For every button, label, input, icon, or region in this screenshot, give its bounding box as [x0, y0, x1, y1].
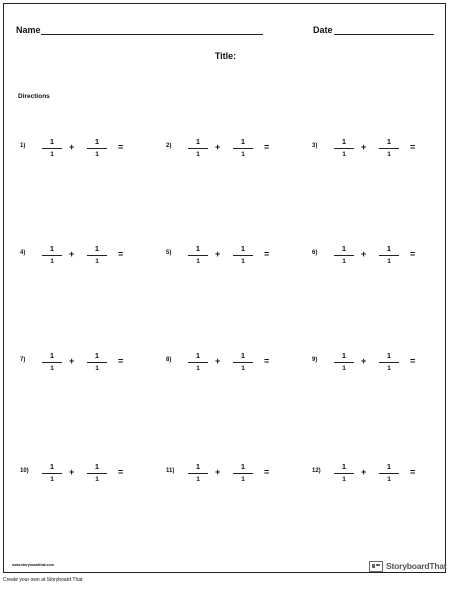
- logo-text: StoryboardThat: [386, 561, 447, 571]
- fraction-b: [233, 136, 253, 160]
- plus-sign: +: [69, 467, 75, 477]
- denominator: 1: [50, 365, 54, 372]
- plus-sign: +: [361, 142, 367, 152]
- denominator: 1: [342, 258, 346, 265]
- problem-3: [312, 136, 432, 162]
- problem-number: 9): [312, 357, 318, 363]
- problem-number: 3): [312, 143, 318, 149]
- denominator: 1: [342, 365, 346, 372]
- fraction-b: [87, 243, 107, 267]
- problem-4: [20, 243, 140, 269]
- fraction-b: [87, 350, 107, 374]
- fraction-a: [188, 243, 208, 267]
- numerator: 1: [94, 244, 100, 253]
- problem-number: 4): [20, 250, 26, 256]
- numerator: 1: [94, 351, 100, 360]
- problem-number: 12): [312, 468, 321, 474]
- numerator: 1: [386, 137, 392, 146]
- numerator: 1: [195, 462, 201, 471]
- problem-9: [312, 350, 432, 376]
- denominator: 1: [342, 476, 346, 483]
- directions-label: Directions: [18, 93, 50, 100]
- fraction-a: [188, 136, 208, 160]
- plus-sign: +: [69, 142, 75, 152]
- equals-sign: =: [410, 142, 416, 152]
- problem-number: 2): [166, 143, 172, 149]
- problem-12: [312, 461, 432, 487]
- numerator: 1: [195, 244, 201, 253]
- fraction-b: [379, 350, 399, 374]
- plus-sign: +: [361, 467, 367, 477]
- numerator: 1: [240, 462, 246, 471]
- denominator: 1: [387, 258, 391, 265]
- denominator: 1: [95, 258, 99, 265]
- denominator: 1: [196, 365, 200, 372]
- denominator: 1: [241, 258, 245, 265]
- numerator: 1: [341, 462, 347, 471]
- numerator: 1: [341, 244, 347, 253]
- problem-7: [20, 350, 140, 376]
- fraction-b: [87, 461, 107, 485]
- problem-2: [166, 136, 286, 162]
- problem-number: 5): [166, 250, 172, 256]
- problem-number: 6): [312, 250, 318, 256]
- date-line: [334, 34, 434, 35]
- equals-sign: =: [410, 467, 416, 477]
- plus-sign: +: [69, 356, 75, 366]
- numerator: 1: [240, 137, 246, 146]
- equals-sign: =: [118, 467, 124, 477]
- fraction-a: [42, 136, 62, 160]
- plus-sign: +: [361, 249, 367, 259]
- numerator: 1: [386, 462, 392, 471]
- fraction-a: [42, 243, 62, 267]
- denominator: 1: [196, 258, 200, 265]
- denominator: 1: [196, 476, 200, 483]
- fraction-a: [334, 136, 354, 160]
- equals-sign: =: [118, 249, 124, 259]
- date-label: Date: [313, 25, 333, 35]
- problem-1: [20, 136, 140, 162]
- equals-sign: =: [410, 249, 416, 259]
- fraction-a: [334, 461, 354, 485]
- fraction-b: [233, 461, 253, 485]
- problem-number: 10): [20, 468, 29, 474]
- denominator: 1: [387, 365, 391, 372]
- numerator: 1: [195, 137, 201, 146]
- problem-6: [312, 243, 432, 269]
- plus-sign: +: [361, 356, 367, 366]
- denominator: 1: [95, 476, 99, 483]
- numerator: 1: [386, 351, 392, 360]
- equals-sign: =: [118, 142, 124, 152]
- fraction-b: [87, 136, 107, 160]
- worksheet: [3, 3, 446, 573]
- numerator: 1: [386, 244, 392, 253]
- equals-sign: =: [264, 142, 270, 152]
- numerator: 1: [195, 351, 201, 360]
- denominator: 1: [241, 151, 245, 158]
- storyboardthat-logo: [369, 559, 446, 573]
- problem-10: [20, 461, 140, 487]
- fraction-a: [42, 350, 62, 374]
- denominator: 1: [95, 365, 99, 372]
- fraction-a: [42, 461, 62, 485]
- denominator: 1: [387, 476, 391, 483]
- equals-sign: =: [264, 356, 270, 366]
- fraction-a: [188, 350, 208, 374]
- numerator: 1: [240, 244, 246, 253]
- numerator: 1: [341, 351, 347, 360]
- equals-sign: =: [264, 249, 270, 259]
- problem-number: 1): [20, 143, 26, 149]
- numerator: 1: [49, 137, 55, 146]
- plus-sign: +: [215, 356, 221, 366]
- equals-sign: =: [118, 356, 124, 366]
- numerator: 1: [49, 351, 55, 360]
- problem-number: 8): [166, 357, 172, 363]
- numerator: 1: [94, 137, 100, 146]
- numerator: 1: [341, 137, 347, 146]
- fraction-a: [334, 350, 354, 374]
- plus-sign: +: [215, 467, 221, 477]
- storyboard-icon: [369, 561, 383, 572]
- problem-8: [166, 350, 286, 376]
- fraction-b: [233, 243, 253, 267]
- denominator: 1: [95, 151, 99, 158]
- denominator: 1: [50, 151, 54, 158]
- fraction-a: [334, 243, 354, 267]
- fraction-a: [188, 461, 208, 485]
- denominator: 1: [196, 151, 200, 158]
- footer-url: www.storyboardthat.com: [12, 563, 54, 567]
- denominator: 1: [241, 365, 245, 372]
- numerator: 1: [49, 244, 55, 253]
- numerator: 1: [49, 462, 55, 471]
- fraction-b: [379, 461, 399, 485]
- plus-sign: +: [215, 142, 221, 152]
- plus-sign: +: [69, 249, 75, 259]
- problem-number: 7): [20, 357, 26, 363]
- footer-caption: Create your own at Storyboard That: [3, 577, 83, 583]
- denominator: 1: [241, 476, 245, 483]
- equals-sign: =: [264, 467, 270, 477]
- problem-5: [166, 243, 286, 269]
- numerator: 1: [240, 351, 246, 360]
- problem-11: [166, 461, 286, 487]
- numerator: 1: [94, 462, 100, 471]
- title-label: Title:: [214, 51, 237, 61]
- name-line: [41, 34, 263, 35]
- name-label: Name: [16, 25, 41, 35]
- denominator: 1: [387, 151, 391, 158]
- denominator: 1: [50, 258, 54, 265]
- problem-number: 11): [166, 468, 175, 474]
- fraction-b: [379, 136, 399, 160]
- equals-sign: =: [410, 356, 416, 366]
- fraction-b: [379, 243, 399, 267]
- plus-sign: +: [215, 249, 221, 259]
- fraction-b: [233, 350, 253, 374]
- denominator: 1: [342, 151, 346, 158]
- denominator: 1: [50, 476, 54, 483]
